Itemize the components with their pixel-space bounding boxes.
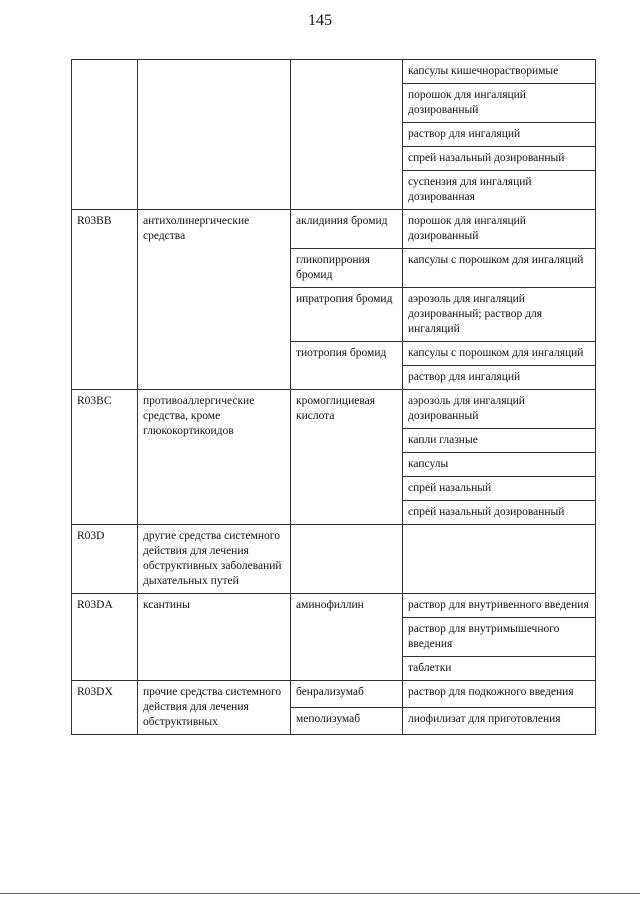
drug-table <box>71 59 596 735</box>
substance-cell <box>291 60 403 210</box>
dosage-form-cell: капсулы с порошком для ингаляций <box>403 249 596 288</box>
dosage-form-cell: таблетки <box>403 657 596 681</box>
atc-code-cell: R03D <box>72 525 138 594</box>
substance-cell <box>291 525 403 594</box>
anatomical-group-cell: другие средства системного действия для лечения обструктивных заболеваний дыхательных путей <box>138 525 291 594</box>
dosage-form-cell: раствор для внутримышечного введения <box>403 618 596 657</box>
dosage-form-cell: капсулы <box>403 453 596 477</box>
substance-cell: меполизумаб <box>291 708 403 735</box>
dosage-form-cell: спрей назальный <box>403 477 596 501</box>
page-number: 145 <box>308 12 332 29</box>
substance-cell: тиотропия бромид <box>291 342 403 390</box>
dosage-form-cell: капсулы с порошком для ингаляций <box>403 342 596 366</box>
footer-line <box>0 893 640 894</box>
table-row <box>72 210 596 249</box>
atc-code-cell: R03BC <box>72 390 138 525</box>
dosage-form-cell: раствор для ингаляций <box>403 366 596 390</box>
atc-code-cell: R03DX <box>72 681 138 735</box>
dosage-form-cell: суспензия для ингаляций дозированная <box>403 171 596 210</box>
anatomical-group-cell: противоаллергические средства, кроме глюкокортикоидов <box>138 390 291 525</box>
drug-table-container <box>71 59 595 735</box>
dosage-form-cell: лиофилизат для приготовления <box>403 708 596 735</box>
dosage-form-cell <box>403 525 596 594</box>
substance-cell: аминофиллин <box>291 594 403 681</box>
dosage-form-cell: раствор для подкожного введения <box>403 681 596 708</box>
dosage-form-cell: порошок для ингаляций дозированный <box>403 84 596 123</box>
dosage-form-cell: порошок для ингаляций дозированный <box>403 210 596 249</box>
atc-code-cell: R03BB <box>72 210 138 390</box>
dosage-form-cell: раствор для внутривенного введения <box>403 594 596 618</box>
dosage-form-cell: капли глазные <box>403 429 596 453</box>
dosage-form-cell: раствор для ингаляций <box>403 123 596 147</box>
atc-code-cell <box>72 60 138 210</box>
table-row <box>72 594 596 618</box>
atc-code-cell: R03DA <box>72 594 138 681</box>
dosage-form-cell: спрей назальный дозированный <box>403 501 596 525</box>
substance-cell: бенрализумаб <box>291 681 403 708</box>
table-body <box>72 60 596 735</box>
table-row <box>72 681 596 708</box>
table-row <box>72 390 596 429</box>
anatomical-group-cell: антихолинергические средства <box>138 210 291 390</box>
dosage-form-cell: аэрозоль для ингаляций дозированный <box>403 390 596 429</box>
substance-cell: аклидиния бромид <box>291 210 403 249</box>
anatomical-group-cell: прочие средства системного действия для лечения обструктивных <box>138 681 291 735</box>
table-row <box>72 525 596 594</box>
dosage-form-cell: спрей назальный дозированный <box>403 147 596 171</box>
substance-cell: кромоглициевая кислота <box>291 390 403 525</box>
dosage-form-cell: капсулы кишечнорастворимые <box>403 60 596 84</box>
dosage-form-cell: аэрозоль для ингаляций дозированный; раствор для ингаляций <box>403 288 596 342</box>
substance-cell: гликопиррония бромид <box>291 249 403 288</box>
anatomical-group-cell: ксантины <box>138 594 291 681</box>
table-row <box>72 60 596 84</box>
anatomical-group-cell <box>138 60 291 210</box>
substance-cell: ипратропия бромид <box>291 288 403 342</box>
